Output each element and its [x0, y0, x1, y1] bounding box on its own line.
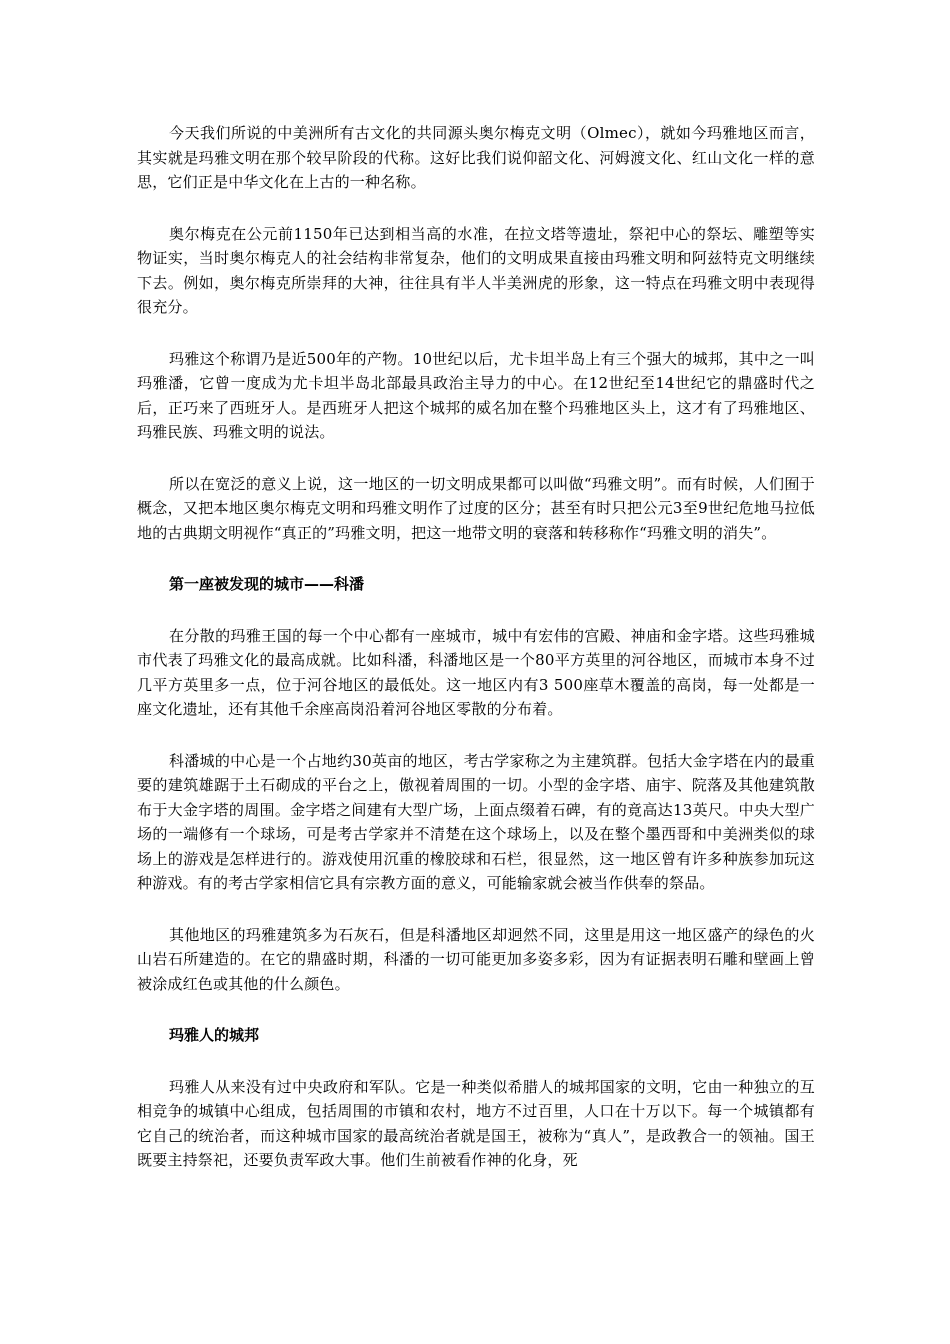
paragraph-copan-center: 科潘城的中心是一个占地约30英亩的地区，考古学家称之为主建筑群。包括大金字塔在内的最重要的建筑雄踞于土石砌成的平台之上，傲视着周围的一切。小型的金字塔、庙宇、院落及其他建筑散布于大金字塔的周围。金字塔之间建有大型广场，上面点缀着石碑，有的竟高达13英尺。中央大型广场的一端修有一个球场，可是考古学家并不清楚在这个球场上，以及在整个墨西哥和中美洲类似的球场上的游戏是怎样进行的。游戏使用沉重的橡胶球和石栏，很显然，这一地区曾有许多种族参加玩这种游戏。有的考古学家相信它具有宗教方面的意义，可能输家就会被当作供奉的祭品。	[137, 751, 815, 892]
paragraph-olmec-origin: 今天我们所说的中美洲所有古文化的共同源头奥尔梅克文明（Olmec），就如今玛雅地区而言，其实就是玛雅文明在那个较早阶段的代称。这好比我们说仰韶文化、河姆渡文化、红山文化一样的意思，它们正是中华文化在上古的一种名称。	[137, 124, 815, 191]
document-body	[137, 121, 815, 1200]
paragraph-maya-civilization-scope: 所以在宽泛的意义上说，这一地区的一切文明成果都可以叫做“玛雅文明”。而有时候，人们囿于概念，又把本地区奥尔梅克文明和玛雅文明作了过度的区分；甚至有时只把公元3至9世纪危地马拉低地的古典期文明视作“真正的”玛雅文明，把这一地带文明的衰落和转移称作“玛雅文明的消失”。	[137, 474, 815, 542]
paragraph-olmec-1150bc: 奥尔梅克在公元前1150年已达到相当高的水准，在拉文塔等遗址，祭祀中心的祭坛、雕塑等实物证实，当时奥尔梅克人的社会结构非常复杂，他们的文明成果直接由玛雅文明和阿兹特克文明继续下去。例如，奥尔梅克所崇拜的大神，往往具有半人半美洲虎的形象，这一特点在玛雅文明中表现得很充分。	[137, 224, 815, 316]
paragraph-maya-name-origin: 玛雅这个称谓乃是近500年的产物。10世纪以后，尤卡坦半岛上有三个强大的城邦，其中之一叫玛雅潘，它曾一度成为尤卡坦半岛北部最具政治主导力的中心。在12世纪至14世纪它的鼎盛时代之后，正巧来了西班牙人。是西班牙人把这个城邦的威名加在整个玛雅地区头上，这才有了玛雅地区、玛雅民族、玛雅文明的说法。	[137, 349, 815, 441]
paragraph-city-states: 玛雅人从来没有过中央政府和军队。它是一种类似希腊人的城邦国家的文明，它由一种独立的互相竞争的城镇中心组成，包括周围的市镇和农村，地方不过百里，人口在十万以下。每一个城镇都有它自己的统治者，而这种城市国家的最高统治者就是国王，被称为“真人”，是政教合一的领袖。国王既要主持祭祀，还要负责军政大事。他们生前被看作神的化身，死	[137, 1077, 815, 1169]
section-heading-city-states: 玛雅人的城邦	[169, 1026, 260, 1044]
section-heading-copan: 第一座被发现的城市——科潘	[169, 575, 365, 593]
paragraph-copan-materials: 其他地区的玛雅建筑多为石灰石，但是科潘地区却迥然不同，这里是用这一地区盛产的绿色的火山岩石所建造的。在它的鼎盛时期，科潘的一切可能更加多姿多彩，因为有证据表明石雕和壁画上曾被涂成红色或其他的什么颜色。	[137, 925, 815, 993]
paragraph-copan-overview: 在分散的玛雅王国的每一个中心都有一座城市，城中有宏伟的宫殿、神庙和金字塔。这些玛雅城市代表了玛雅文化的最高成就。比如科潘，科潘地区是一个80平方英里的河谷地区，而城市本身不过几平方英里多一点，位于河谷地区的最低处。这一地区内有3 500座草木覆盖的高岗，每一处都是一座文化遗址，还有其他千余座高岗沿着河谷地区零散的分布着。	[137, 626, 815, 718]
